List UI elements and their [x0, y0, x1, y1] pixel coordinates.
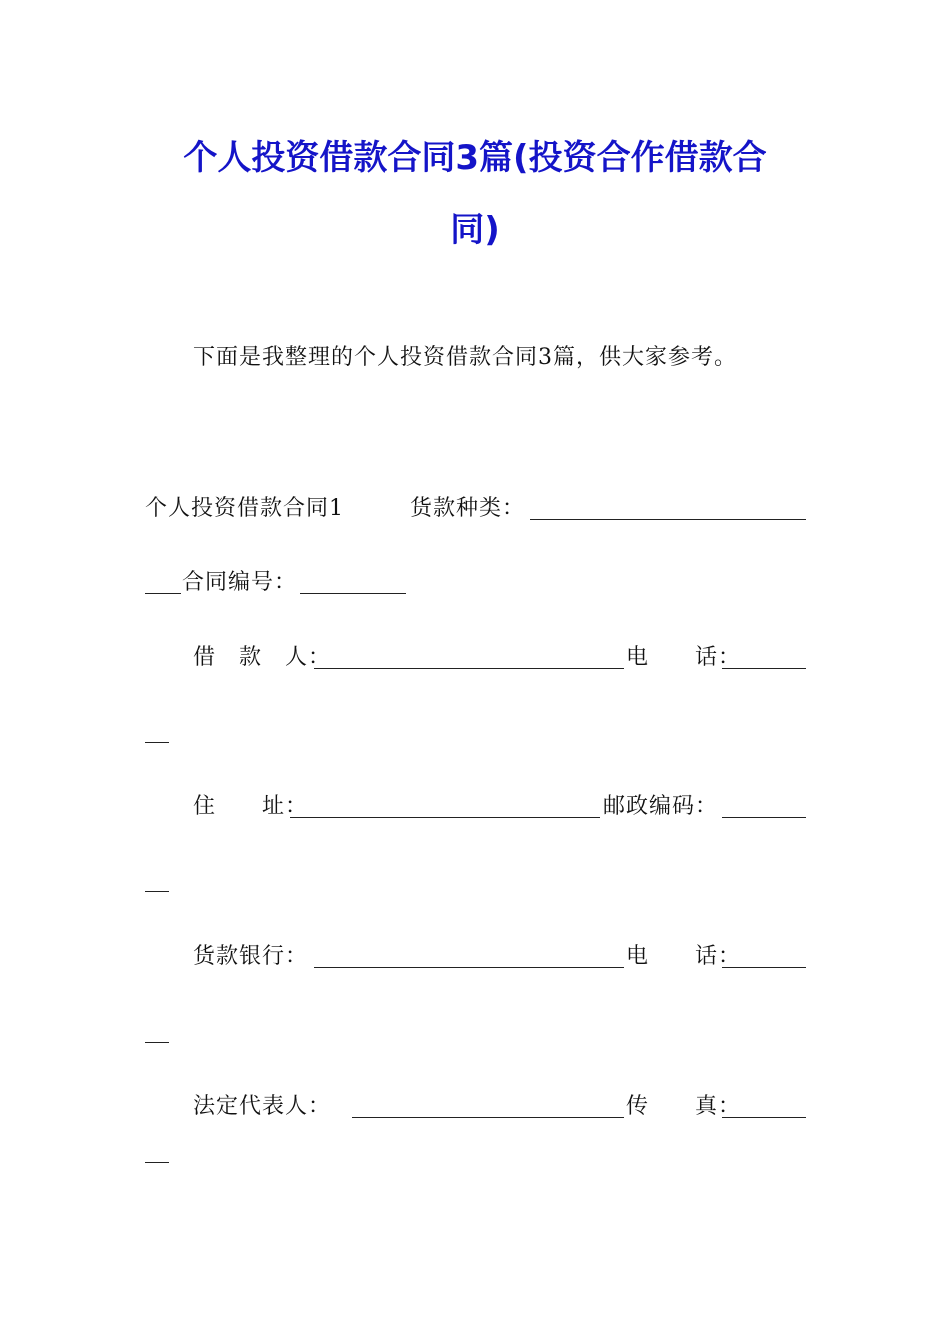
- borrower-blank: [314, 668, 624, 669]
- lender-label: 货款银行：: [193, 944, 309, 969]
- fax-blank: [722, 1117, 806, 1118]
- borrower-phone-label: 电 话：: [626, 645, 742, 670]
- intro-paragraph: 下面是我整理的个人投资借款合同3篇，供大家参考。: [193, 345, 737, 370]
- fax-blank-cont: [145, 1162, 169, 1163]
- legal-rep-blank: [352, 1117, 624, 1118]
- lender-phone-blank-cont: [145, 1042, 169, 1043]
- postcode-label: 邮政编码：: [603, 794, 719, 819]
- postcode-blank-cont: [145, 891, 169, 892]
- address-label: 住 址：: [193, 794, 309, 819]
- contract-heading: 个人投资借款合同1: [145, 496, 344, 521]
- lender-phone-label: 电 话：: [626, 944, 742, 969]
- lender-phone-blank: [722, 967, 806, 968]
- loan-type-blank: [530, 519, 806, 520]
- fax-label: 传 真：: [626, 1094, 742, 1119]
- borrower-label: 借 款 人：: [193, 645, 332, 670]
- lender-blank: [314, 967, 624, 968]
- contract-no-blank: [300, 593, 406, 594]
- loan-type-blank-cont: [145, 593, 181, 594]
- contract-no-label: 合同编号：: [182, 570, 298, 595]
- borrower-phone-blank: [722, 668, 806, 669]
- postcode-blank: [722, 817, 806, 818]
- loan-type-label: 货款种类：: [410, 496, 526, 521]
- borrower-phone-blank-cont: [145, 742, 169, 743]
- legal-rep-label: 法定代表人：: [193, 1094, 332, 1119]
- address-blank: [290, 817, 600, 818]
- document-title-line-1: 个人投资借款合同3篇(投资合作借款合: [183, 138, 767, 178]
- document-title-line-2: 同): [450, 210, 500, 250]
